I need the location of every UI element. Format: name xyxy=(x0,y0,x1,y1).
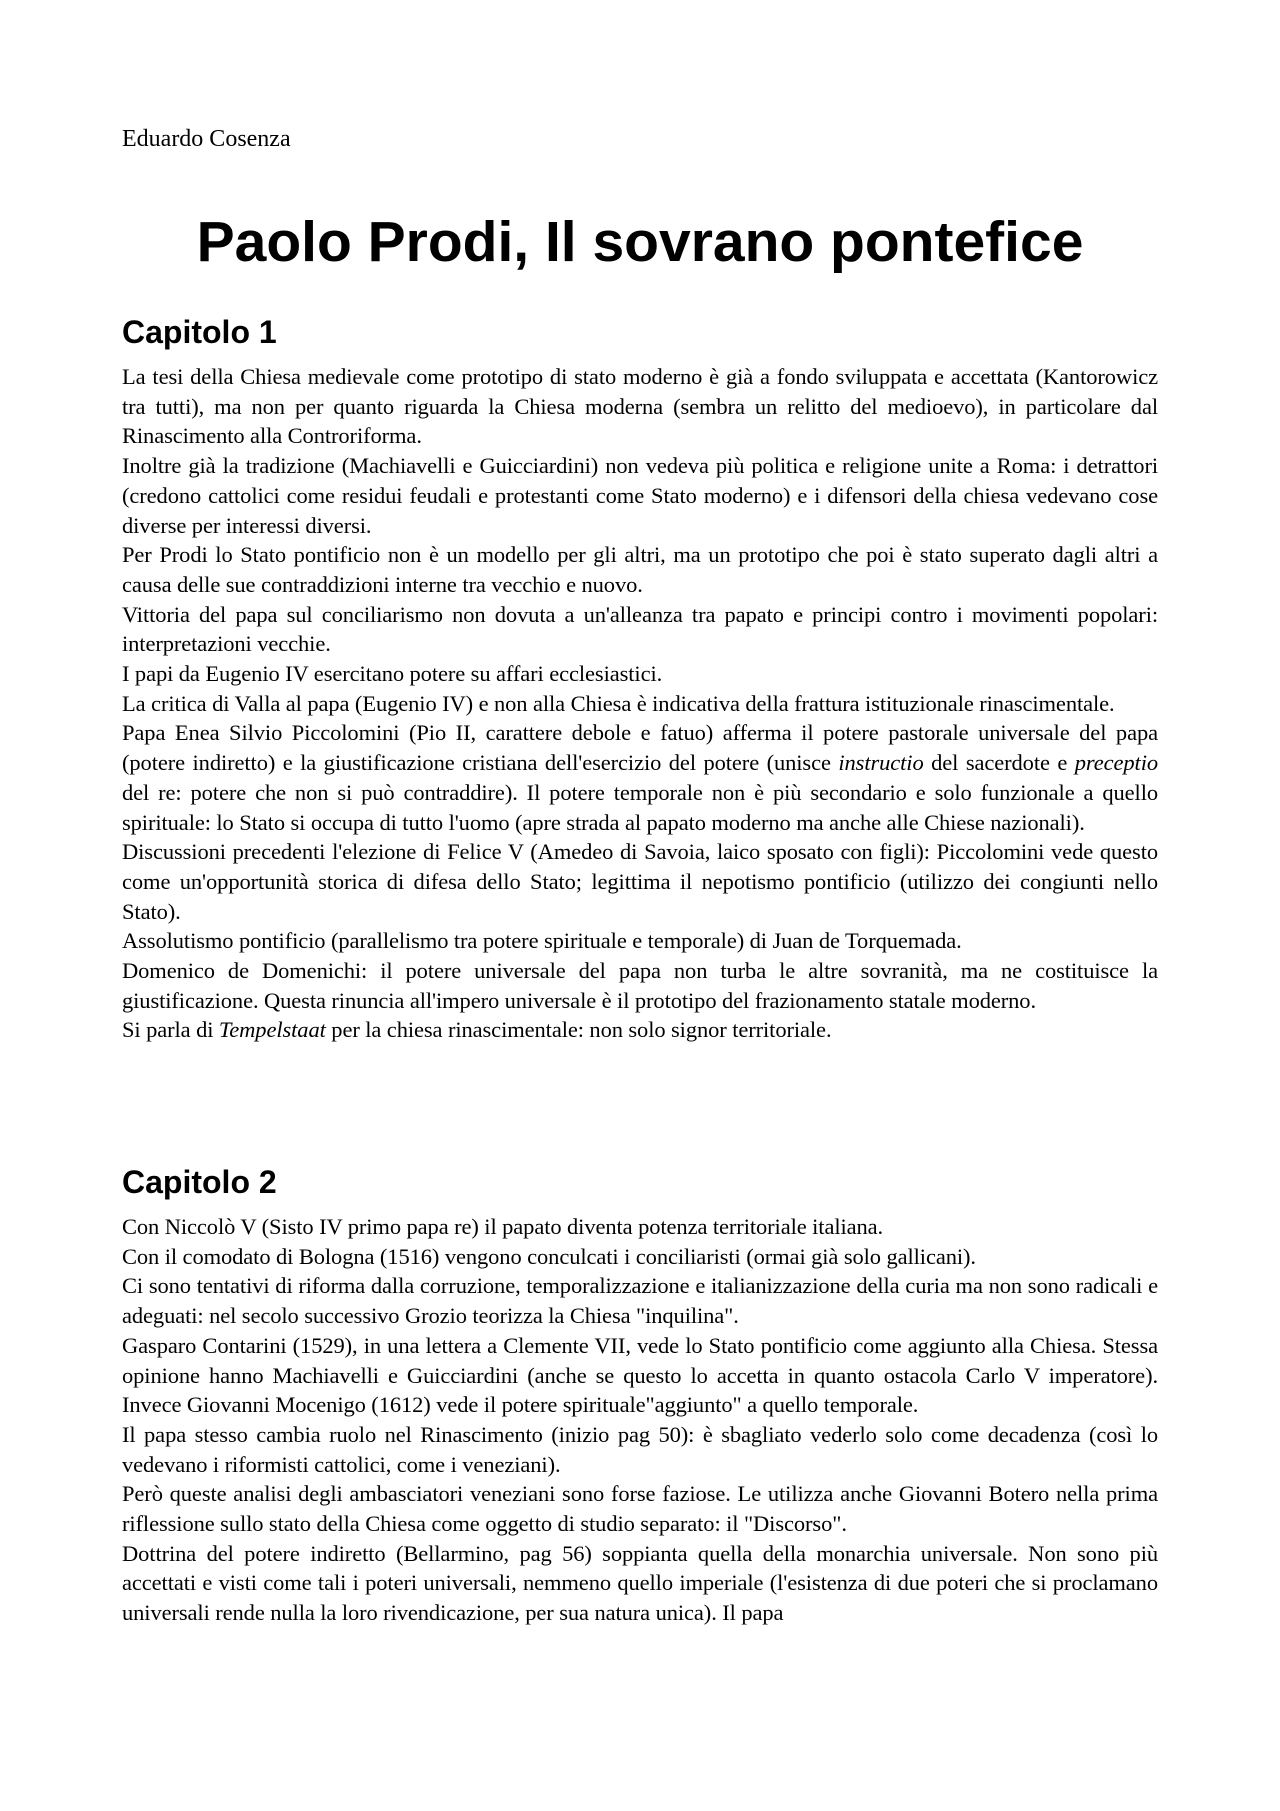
document-title: Paolo Prodi, Il sovrano pontefice xyxy=(196,210,1084,274)
paragraph: Però queste analisi degli ambasciatori veneziani sono forse faziose. Le utilizza anche Giovanni Botero nella prima riflessione sullo stato della Chiesa come oggetto di studio separato: il "Discorso". xyxy=(122,1481,1158,1537)
section-capitolo-2 xyxy=(122,1162,1158,1628)
author-name: Eduardo Cosenza xyxy=(122,126,291,152)
paragraph: Ci sono tentativi di riforma dalla corruzione, temporalizzazione e italianizzazione della curia ma non sono radicali e adeguati: nel secolo successivo Grozio teorizza la Chiesa "inquilina". xyxy=(122,1273,1158,1329)
paragraph: Assolutismo pontificio (parallelismo tra potere spirituale e temporale) di Juan de Torquemada. xyxy=(122,928,962,954)
italic-term-preceptio: preceptio xyxy=(1074,750,1158,776)
paragraph: Vittoria del papa sul conciliarismo non dovuta a un'alleanza tra papato e principi contro i movimenti popolari: interpretazioni vecchie. xyxy=(122,601,1158,657)
paragraph: I papi da Eugenio IV esercitano potere su affari ecclesiastici. xyxy=(122,661,663,687)
paragraph: Il papa stesso cambia ruolo nel Rinascimento (inizio pag 50): è sbagliato vederlo solo come decadenza (così lo vedevano i riformisti cattolici, come i veneziani). xyxy=(122,1421,1158,1477)
paragraph-text: del sacerdote e xyxy=(923,750,1075,776)
section-heading: Capitolo 2 xyxy=(122,1164,277,1200)
italic-term-tempelstaat: Tempelstaat xyxy=(218,1017,326,1043)
section-capitolo-1 xyxy=(122,312,1158,1045)
paragraph: Con Niccolò V (Sisto IV primo papa re) il papato diventa potenza territoriale italiana. xyxy=(122,1214,884,1239)
paragraph-text: del re: potere che non si può contraddire). Il potere temporale non è più secondario e solo funzionale a quello spirituale: lo Stato si occupa di tutto l'uomo (apre strada al papato moderno ma anche alle Chiese nazionali). xyxy=(122,779,1158,835)
paragraph: Inoltre già la tradizione (Machiavelli e Guicciardini) non vedeva più politica e religione unite a Roma: i detrattori (credono cattolici come residui feudali e protestanti come Stato moderno) e i difensori della chiesa vedevano cose diverse per interessi diversi. xyxy=(122,453,1158,538)
paragraph-text: per la chiesa rinascimentale: non solo signor territoriale. xyxy=(325,1017,832,1043)
paragraph xyxy=(122,718,1158,837)
paragraph: Per Prodi lo Stato pontificio non è un modello per gli altri, ma un prototipo che poi è stato superato dagli altri a causa delle sue contraddizioni interne tra vecchio e nuovo. xyxy=(122,542,1158,597)
paragraph: Con il comodato di Bologna (1516) vengono conculcati i conciliaristi (ormai già solo gallicani). xyxy=(122,1243,976,1269)
paragraph xyxy=(122,1015,1158,1045)
paragraph-text: Si parla di xyxy=(122,1017,219,1043)
paragraph: Domenico de Domenichi: il potere universale del papa non turba le altre sovranità, ma ne costituisce la giustificazione. Questa rinuncia all'impero universale è il prototipo del frazionamento statale moderno. xyxy=(122,958,1158,1013)
section-heading: Capitolo 1 xyxy=(122,314,277,350)
paragraph: Gasparo Contarini (1529), in una lettera a Clemente VII, vede lo Stato pontificio come aggiunto alla Chiesa. Stessa opinione hanno Machiavelli e Guicciardini (anche se questo lo accetta in quanto ostacola Carlo V imperatore). Invece Giovanni Mocenigo (1612) vede il potere spirituale"aggiunto" a quello temporale. xyxy=(122,1332,1158,1418)
italic-term-instructio: instructio xyxy=(838,750,924,776)
paragraph: Discussioni precedenti l'elezione di Felice V (Amedeo di Savoia, laico sposato con figli): Piccolomini vede questo come un'opportunità storica di difesa dello Stato; legittima il nepotismo pontificio (utilizzo dei congiunti nello Stato). xyxy=(122,839,1158,924)
paragraph-text: Papa Enea Silvio Piccolomini (Pio II, carattere debole e fatuo) afferma il potere pastorale universale del papa (potere indiretto) e la giustificazione cristiana dell'esercizio del potere (unisce xyxy=(122,720,1158,776)
paragraph: Dottrina del potere indiretto (Bellarmino, pag 56) soppianta quella della monarchia universale. Non sono più accettati e visti come tali i poteri universali, nemmeno quello imperiale (l'esistenza di due poteri che si proclamano universali rende nulla la loro rivendicazione, per sua natura unica). Il papa xyxy=(122,1540,1158,1626)
paragraph: La critica di Valla al papa (Eugenio IV) e non alla Chiesa è indicativa della frattura istituzionale rinascimentale. xyxy=(122,690,1115,716)
paragraph: La tesi della Chiesa medievale come prototipo di stato moderno è già a fondo sviluppata e accettata (Kantorowicz tra tutti), ma non per quanto riguarda la Chiesa moderna (sembra un relitto del medioevo), in particolare dal Rinascimento alla Controriforma. xyxy=(122,364,1158,449)
